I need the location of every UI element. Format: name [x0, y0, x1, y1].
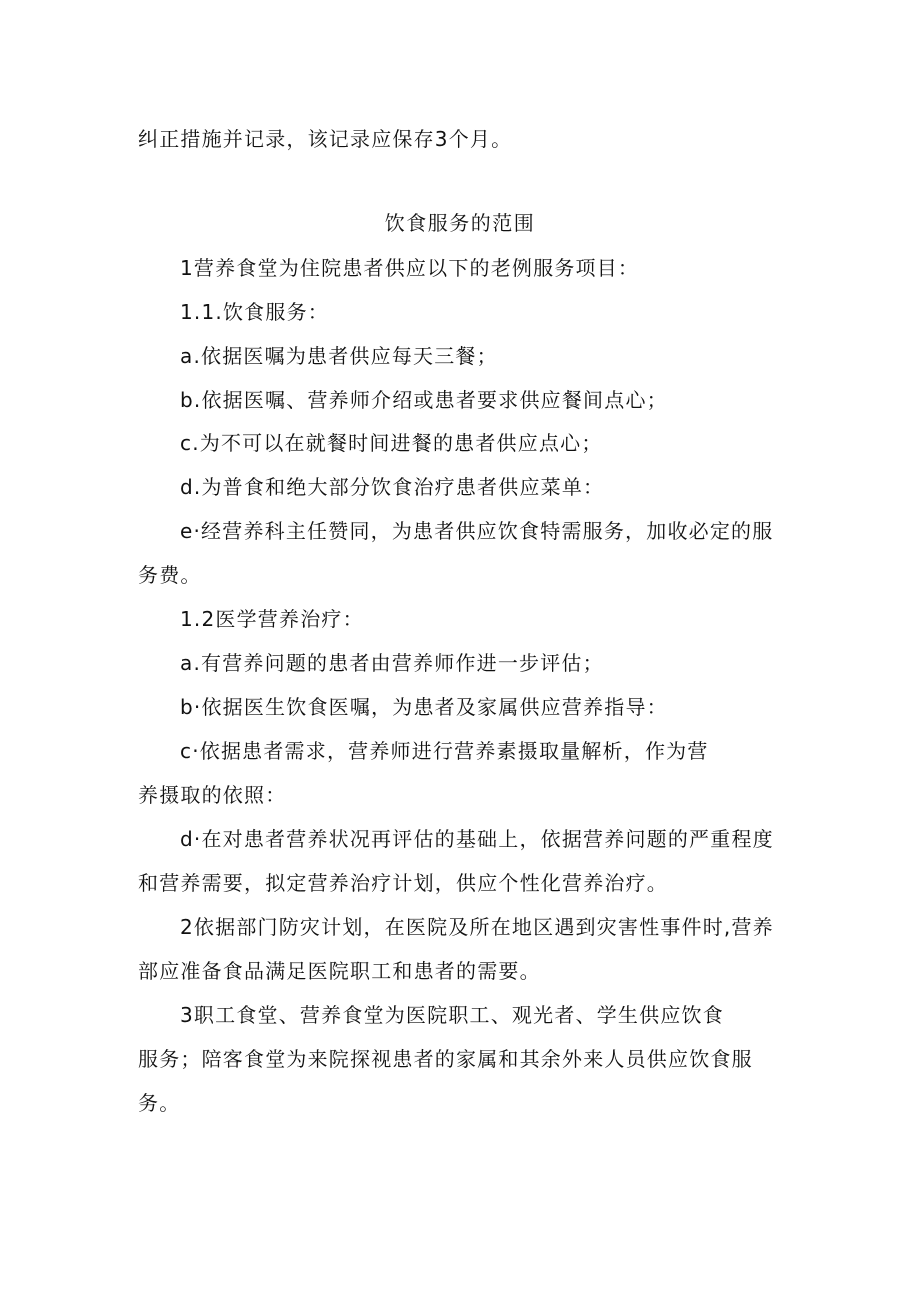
paragraph-line-item-1-1-c: c.为不可以在就餐时间进餐的患者供应点心； — [180, 431, 603, 455]
section-title: 饮食服务的范围 — [384, 211, 536, 235]
paragraph-line-item-2: 2依据部门防灾计划，在医院及所在地区遇到灾害性事件时,营养 — [180, 915, 774, 939]
paragraph-line-item-1-1-a: a.依据医嘱为患者供应每天三餐； — [180, 344, 498, 368]
paragraph-line-item-3: 3职工食堂、营养食堂为医院职工、观光者、学生供应饮食 — [180, 1003, 724, 1027]
paragraph-line-item-1-2-a: a.有营养问题的患者由营养师作进一步评估； — [180, 651, 604, 675]
paragraph-line-item-1-1-e: e·经营养科主任赞同，为患者供应饮食特需服务，加收必定的服 — [180, 519, 774, 543]
paragraph-line-item-1-2-d: d·在对患者营养状况再评估的基础上，依据营养问题的严重程度 — [180, 827, 774, 851]
paragraph-line-item-1-2: 1.2医学营养治疗： — [180, 607, 364, 631]
paragraph-line-item-1-2-c-cont: 养摄取的依照： — [138, 783, 287, 807]
paragraph-line-item-1-1-e-cont: 务费。 — [138, 563, 202, 587]
paragraph-line-item-1-1-d: d.为普食和绝大部分饮食治疗患者供应菜单： — [180, 475, 605, 499]
paragraph-line-item-3-end: 务。 — [138, 1091, 181, 1115]
paragraph-line-item-2-cont: 部应准备食品满足医院职工和患者的需要。 — [138, 959, 541, 983]
paragraph-line-item-3-cont: 服务；陪客食堂为来院探视患者的家属和其余外来人员供应饮食服 — [138, 1047, 753, 1071]
paragraph-line-item-1-2-d-cont: 和营养需要，拟定营养治疗计划，供应个性化营养治疗。 — [138, 871, 668, 895]
paragraph-line-item-1-1: 1.1.饮食服务： — [180, 300, 329, 324]
paragraph-line-item-1: 1营养食堂为住院患者供应以下的老例服务项目： — [180, 256, 640, 280]
paragraph-line-carryover: 纠正措施并记录，该记录应保存3个月。 — [138, 127, 513, 151]
paragraph-line-item-1-2-b: b·依据医生饮食医嘱，为患者及家属供应营养指导： — [180, 695, 668, 719]
paragraph-line-item-1-2-c: c·依据患者需求，营养师进行营养素摄取量解析，作为营 — [180, 739, 709, 763]
paragraph-line-item-1-1-b: b.依据医嘱、营养师介绍或患者要求供应餐间点心； — [180, 388, 668, 412]
